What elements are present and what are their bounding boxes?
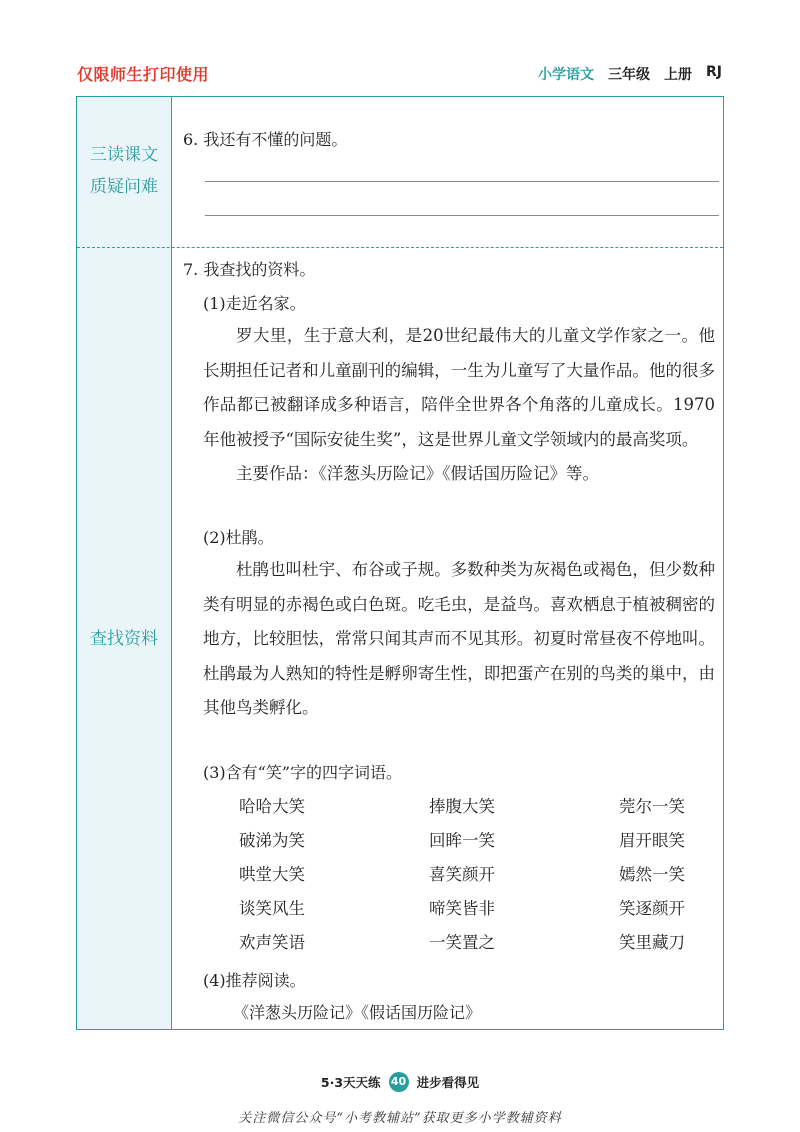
word-item: 眉开眼笑 (619, 831, 685, 850)
section2-content (183, 257, 715, 1022)
subject-label: 小学语文 (538, 67, 594, 83)
print-notice: 仅限师生打印使用 (77, 65, 210, 84)
footer-brand: 5·3天天练 (320, 1075, 381, 1090)
section-label-column (77, 97, 172, 1029)
answer-line-2[interactable] (205, 215, 719, 216)
part2-title: (2)杜鹃。 (203, 528, 274, 547)
word-item: 笑逐颜开 (619, 899, 685, 918)
part1-paragraph-text: 罗大里，生于意大利，是20世纪最伟大的儿童文学作家之一。他长期担任记者和儿童副刊的编辑，一生为儿童写了大量作品。他的很多作品都已被翻译成多种语言，陪伴全世界各个角落的儿童成长。1970年他被授予“国际安徒生奖”，这是世界儿童文学领域内的最高奖项。 (203, 326, 715, 449)
word-item: 嫣然一笑 (619, 865, 685, 884)
page-number: 40 (389, 1072, 409, 1092)
word-item: 破涕为笑 (239, 831, 305, 850)
part1-paragraph (203, 319, 715, 492)
part1-title: (1)走近名家。 (203, 294, 306, 313)
word-item: 一笑置之 (429, 933, 495, 952)
section1-label-line1: 三读课文 (90, 145, 158, 165)
section1-label (77, 139, 171, 203)
word-item: 哄堂大笑 (239, 865, 305, 884)
laugh-words-grid (239, 796, 709, 954)
part1-works: 主要作品：《洋葱头历险记》《假话国历险记》等。 (236, 464, 599, 483)
section1-label-line2: 质疑问难 (90, 177, 158, 197)
part3-title: (3)含有“笑”字的四字词语。 (203, 763, 403, 782)
edition-label: RJ (706, 64, 722, 80)
question-6: 6. 我还有不懂的问题。 (183, 130, 348, 149)
word-item: 喜笑颜开 (429, 865, 495, 884)
wechat-note: 关注微信公众号“小考教辅站”获取更多小学教辅资料 (238, 1111, 562, 1126)
footer-slogan: 进步看得见 (416, 1075, 480, 1090)
worksheet-table (76, 96, 724, 1030)
word-item: 啼笑皆非 (429, 899, 495, 918)
word-item: 谈笑风生 (239, 899, 305, 918)
answer-line-1[interactable] (205, 181, 719, 182)
page-footer (0, 1072, 800, 1092)
recommended-books: 《洋葱头历险记》《假话国历险记》 (233, 1003, 482, 1022)
word-item: 回眸一笑 (429, 831, 495, 850)
question-7: 7. 我查找的资料。 (183, 260, 316, 279)
grade-label: 三年级 (608, 67, 650, 83)
word-item: 莞尔一笑 (619, 797, 685, 816)
section2-label: 查找资料 (90, 629, 158, 649)
word-item: 哈哈大笑 (239, 797, 305, 816)
word-item: 捧腹大笑 (429, 797, 495, 816)
volume-label: 上册 (664, 67, 692, 83)
word-item: 欢声笑语 (239, 933, 305, 952)
part2-paragraph-text: 杜鹃也叫杜宇、布谷或子规。多数种类为灰褐色或褐色，但少数种类有明显的赤褐色或白色斑。吃毛虫，是益鸟。喜欢栖息于植被稠密的地方，比较胆怯，常常只闻其声而不见其形。初夏时常昼夜不停地叫。杜鹃最为人熟知的特性是孵卵寄生性，即把蛋产在别的鸟类的巢中，由其他鸟类孵化。 (203, 560, 715, 717)
part4-title: (4)推荐阅读。 (203, 971, 306, 990)
book-info (538, 64, 722, 84)
part2-paragraph (203, 553, 715, 726)
section-divider (77, 247, 723, 248)
word-item: 笑里藏刀 (619, 933, 685, 952)
